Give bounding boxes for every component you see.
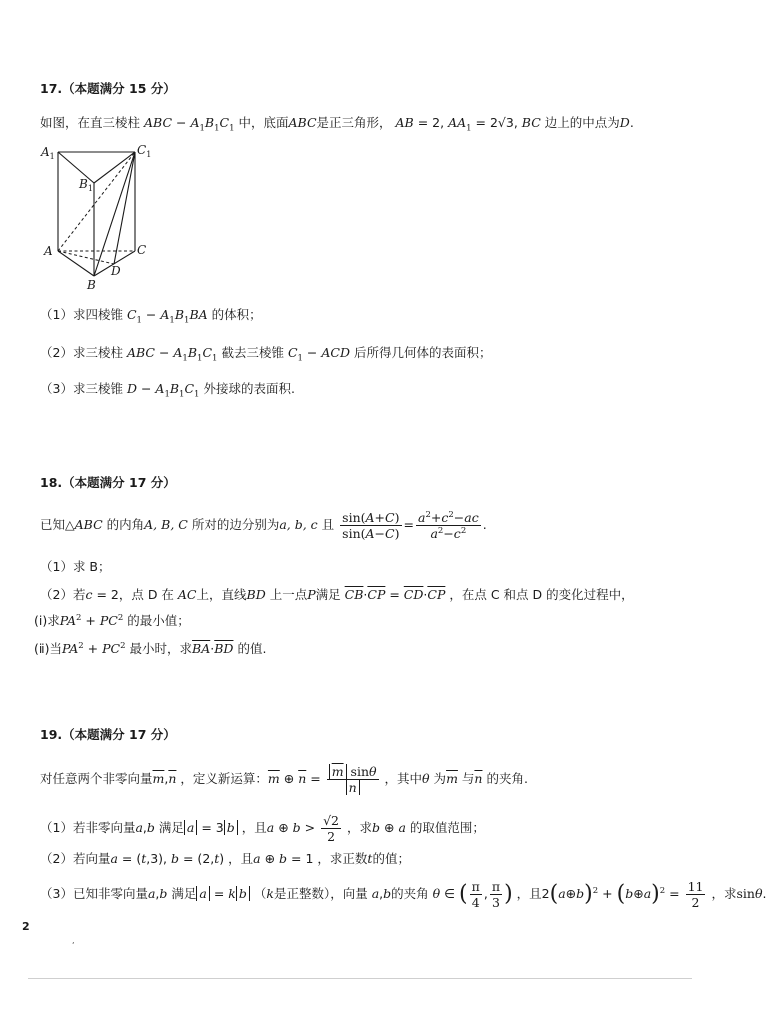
label-a: A [44,244,53,258]
q19-sqrt2-fraction: $\frac{√2}{2}$ [323,813,339,844]
edge-c1b [94,152,135,276]
q17-header: 17.（本题满分 15 分） [40,81,176,96]
bottom-divider [28,978,692,979]
page-number: 2 [22,920,30,933]
label-a1: $A_1$ [41,145,55,161]
q17-part1: （1）求四棱锥 $C_1 - A_1B_1BA$ 的体积； [40,307,262,326]
label-c1: $C_1$ [137,143,152,159]
q19-intro: 对任意两个非零向量$\overline{m},\overline{n}$ ，定义新运算：$\overline{m}$ ⊕ $\overline{n}$ = $\frac{\overline{m} \sin\theta}{n}$ ，其中θ 为$\overline{m}$ 与$\overline{n}$ 的夹角. [40,764,528,795]
label-c: C [137,243,147,257]
q18-part1: （1）求 B； [40,559,111,574]
q17-part3: （3）求三棱锥 $D - A_1B_1C_1$ 外接球的表面积. [40,381,295,400]
label-b1: $B_1$ [79,177,93,193]
q18-part2: （2）若c = 2，点 D 在 AC上，直线BD 上一点P满足 $\overline{CB}\cdot\overline{CP} = \overline{CD}\cdot\overline{CP}$ ，在点 C 和点 D 的变化过程中， [40,587,634,602]
q18-lhs-fraction: $\frac{\sin(A+C)}{\sin(A-C)}$ [342,510,400,541]
q18-part2-i: (ⅰ)求$PA^2 + PC^2$ 的最小值； [34,612,190,628]
edge-b1c1 [94,152,135,183]
edge-ac1-hidden [58,152,135,251]
label-b: B [87,278,96,292]
q18-part2-ii: (ⅱ)当$PA^2 + PC^2$ 最小时，求$\overline{BA}\cdot\overline{BD}$ 的值. [34,640,267,656]
q17-intro: 如图，在直三棱柱 ABC − $A_1B_1C_1$ 中，底面ABC是正三角形， AB = 2, $AA_1 = 2√3$, BC 边上的中点为D. [40,115,634,134]
q18-rhs-fraction: $\frac{a^2+c^2-ac}{a^2-c^2}$ [417,509,479,541]
edge-a1b1 [58,152,94,183]
q19-part1: （1）若非零向量a,b 满足 a = 3 b ，且a ⊕ b > $\frac{√2}{2}$ ，求b ⊕ a 的取值范围； [40,813,485,844]
edge-c1d [114,152,135,264]
q18-header: 18.（本题满分 17 分） [40,475,176,490]
prism-figure [38,140,158,290]
q18-intro: 已知△ABC 的内角A, B, C 所对的边分别为a, b, c 且 $\frac{\sin(A+C)}{\sin(A-C)}$ = $\frac{a^2+c^2-ac}{a^2-c^2}$ . [40,509,487,541]
q17-part2: （2）求三棱柱 ABC − $A_1B_1C_1$ 截去三棱锥 $C_1$ − ACD 后所得几何体的表面积； [40,345,492,364]
stray-mark: , [72,936,75,945]
label-d: D [111,264,121,278]
q19-part3: （3）已知非零向量a,b 满足 a = k b （k是正整数），向量 a,b的夹角 θ ∈ ( $\frac{\pi}{4}$ , $\frac{\pi}{3}$ ) ，且2(a⊕b)$^2$ + (b⊕a)$^2$ = $\frac{11}{2}$ ，求sinθ [40,879,763,910]
q19-part2: （2）若向量a = (t,3), b = (2,t) ，且a ⊕ b = 1 ，求正数t的值； [40,851,410,866]
q19-header: 19.（本题满分 17 分） [40,727,176,742]
q19-definition-fraction: $\frac{\overline{m} \sin\theta}{n}$ [327,764,379,795]
